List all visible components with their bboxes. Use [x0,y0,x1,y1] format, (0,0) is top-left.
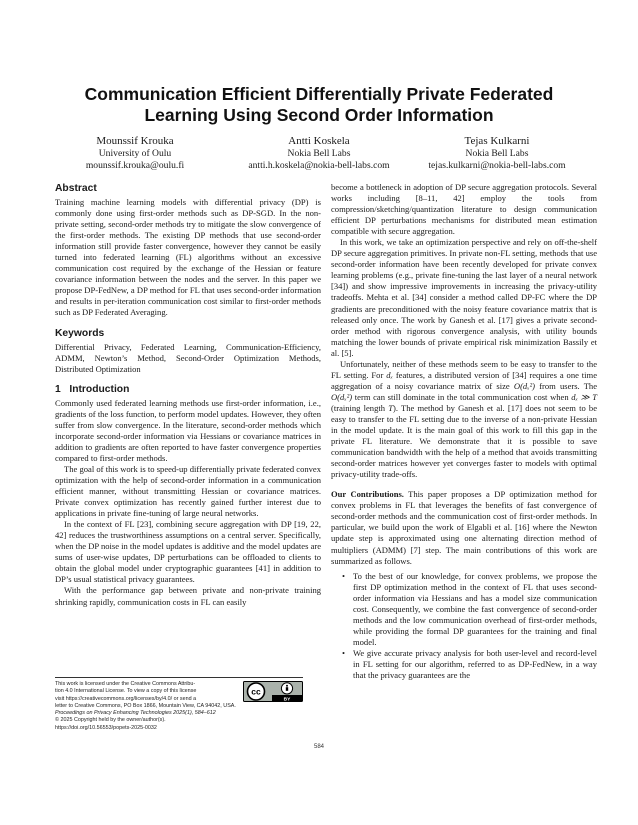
doi-line: https://doi.org/10.56553/popets-2025-0032 [55,724,157,731]
contributions-paragraph [331,489,597,566]
intro-heading [55,383,321,396]
author-name: Antti Koskela [288,135,350,147]
text-run: This paper proposes a DP optimization method for convex problems in FL that leverages the benefits of fast convergence of second-order methods and the communication cost of first-order methods. In particular, we build upon the work of Elgabli et al. [16] where the Newton update step is approximated using one alternating direction method of multipliers (ADMM) [7] step. The main contributions of this work are summarized as follows. [331,489,597,566]
math-dx: dₓ [386,369,393,380]
license-line: This work is licensed under the Creative Commons Attribu- [55,681,196,687]
author-3 [402,134,592,173]
intro-paragraph-3: In the context of FL [23], combining secure aggregation with DP [19, 22, 42] reduces the trustworthiness assumptions on a central server. Specifically, when the DP noise in the model updates is additive and the model updates are sums of user-wise updates, DP perturbations can be offloaded to clients to obtain the global model under cryptographic guarantees [41] in addition to DP’s usual statistical privacy guarantees. [55,519,321,585]
right-paragraph-2: In this work, we take an optimization perspective and rely on off-the-shelf DP secure aggregation primitives. In private non-FL setting, methods that use second-order information have been recently developed for private convex learning problems (e.g., private fine-tuning the last layer of a neural network [34]) and show impressive improvements in increasing the privacy-utility tradeoffs. Mehta et al. [34] consider a method called DP-FC where the DP gradients are preconditioned with the noisy feature covariance matrix that is released only once. The work by Ganesh et al. [17] gives a private second-order method with rigorous convergence analysis, with utility bounds matching the lower bounds of private empirical risk minimization Bassily et al. [5]. [331,237,597,358]
author-affiliation: University of Oulu [98,148,172,159]
text-run: features, a distributed version of [34] requires a one time aggregation of a noisy covariance matrix of size [331,369,597,391]
section-title: Introduction [69,383,130,395]
contributions-lead: Our Contributions. [331,489,404,500]
bullet-glyph: • [342,570,345,581]
paper-title: Communication Efficient Differentially Private Federated Learning Using Second Order Information [84,84,554,125]
author-2 [224,134,414,173]
section-number: 1 [55,383,61,395]
text-run: ). The method by Ganesh et al. [17] does not seem to be easy to transfer to the FL setting due to the inverse of a non-private Hessian in the model update. It is the main goal of this work to fill this gap in the private FL literature. We demonstrate that it is possible to save communication bandwidth with the help of a method that avoids transmitting second-order matrices however yet converges faster to models with optimal privacy-utility trade-offs. [331,402,597,480]
text-run: term can still dominate in the total communication cost when [352,391,572,402]
author-name: Mounssif Krouka [96,135,174,147]
copyright-line: © 2025 Copyright held by the owner/author(s). [55,717,166,724]
author-email: tejas.kulkarni@nokia-bell-labs.com [428,160,566,172]
by-label: BY [283,697,291,702]
text-run: from users. The [535,380,597,391]
text-run: (training length [331,402,389,413]
list-item [342,570,597,648]
author-1 [40,134,230,173]
license-line: visit https://creativecommons.org/licenses/by/4.0/ or send a [55,695,197,702]
intro-paragraph-4: With the performance gap between private and non-private training shrinking rapidly, communication costs in FL can easily [55,585,321,607]
bullet-glyph: • [342,647,345,658]
math-size: O(dₓ²) [513,380,536,391]
bullet-text: To the best of our knowledge, for convex problems, we propose the first DP optimization method in the context of FL that uses second-order information via Hessians and has a model size communication cost. Consequently, we combine the fast convergence of second-order methods and the low communication overhead of first-order methods, while providing the formal DP guarantees for the training and final model. [353,570,597,647]
intro-paragraph-1: Commonly used federated learning methods use first-order information, i.e., gradients of the loss function, to perform model updates. However, they often suffer from slow convergence. In the literature, second-order methods which incorporate second-order information via Hessians or covariance matrices in addition to gradients are often reported to have faster convergence properties compared to first-order methods. [55,397,321,463]
intro-paragraph-2: The goal of this work is to speed-up differentially private federated convex optimization with the help of second-order information in a communication efficient manner, without transmitting Hessian or covariance matrices. Private convex optimization has recently gained further interest due to applications in private fine-tuning of large neural networks. [55,463,321,519]
contributions-list [331,571,597,681]
right-column [331,182,597,681]
cc-label: cc [251,686,261,697]
person-icon [286,685,288,687]
text-run: Unfortunately, neither of these methods seem to be easy to transfer to the FL setting. For [331,358,597,380]
math-term: O(dₓ²) [331,391,353,402]
cc-by-license-badge [243,681,303,702]
license-address: letter to Creative Commons, PO Box 1866, Mountain View, CA 94042, USA. [55,702,236,709]
proceedings-line: Proceedings on Privacy Enhancing Technologies 2025(1), 584–612 [55,710,216,717]
right-paragraph-1: become a bottleneck in adoption of DP secure aggregation protocols. Several works including [8–11, 42] employ the tools from compression/sketching/quantization literature to design communication efficient DP perturbations mechanisms for distributed mean estimation compatible with secure aggregation. [331,182,597,237]
keywords-heading: Keywords [55,327,105,339]
math-T: T [388,402,393,413]
page-number: 584 [313,744,324,750]
left-column [55,182,321,608]
abstract-text: Training machine learning models with differential privacy (DP) is commonly done using first-order methods such as DP-SGD. In the non-private setting, second-order methods try to mitigate the slow convergence of the first-order methods. The existing DP methods that use second-order information still provide faster convergence, however they cannot be easily turned into federated learning (FL) algorithms without an excessive communication cost required by the exchange of the Hessian or feature covariance information between the nodes and the server. In this paper we propose DP-FedNew, a DP method for FL that uses second-order information and results in per-iteration communication cost similar to first-order methods such as DP Federated Averaging. [55,197,321,318]
author-email: antti.h.koskela@nokia-bell-labs.com [248,160,390,172]
list-item [342,647,597,681]
author-affiliation: Nokia Bell Labs [287,148,351,159]
license-line: tion 4.0 International License. To view a copy of this license [55,688,197,695]
math-condition: dₓ ≫ T [571,391,597,402]
author-name: Tejas Kulkarni [464,135,530,147]
footnote-rule [55,677,303,678]
keywords-text: Differential Privacy, Federated Learning, Communication-Efficiency, ADMM, Newton’s Method, Second-Order Optimization Methods, Distributed Optimization [55,341,321,374]
right-paragraph-3 [331,359,597,481]
author-email: mounssif.krouka@oulu.fi [85,160,185,172]
author-affiliation: Nokia Bell Labs [465,148,529,159]
abstract-heading: Abstract [55,183,97,194]
bullet-text: We give accurate privacy analysis for both user-level and record-level in FL setting for our algorithm, referred to as DP-FedNew, in a way that the privacy guarantees are the [353,647,597,681]
